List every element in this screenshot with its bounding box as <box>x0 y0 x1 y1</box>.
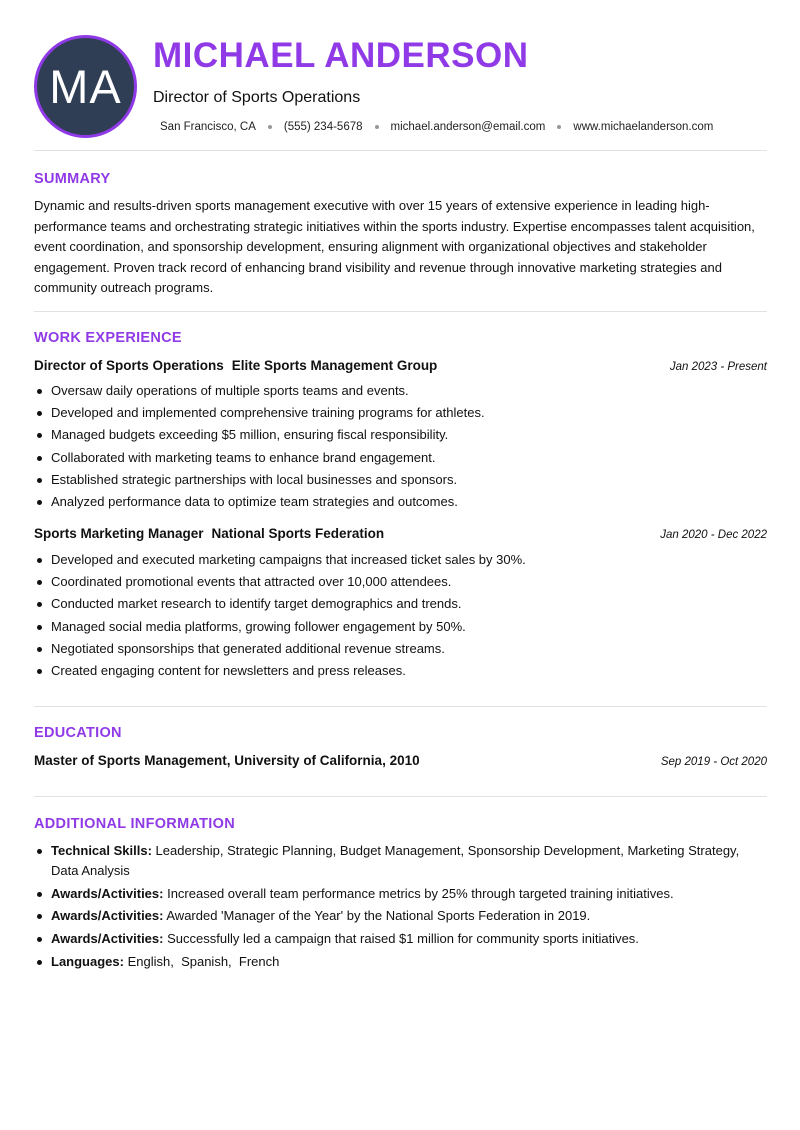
list-item <box>34 929 767 949</box>
list-item: Conducted market research to identify target demographics and trends. <box>34 593 767 615</box>
candidate-role: Director of Sports Operations <box>153 89 361 106</box>
additional-info-list <box>34 841 767 974</box>
list-item: Developed and executed marketing campaigns that increased ticket sales by 30%. <box>34 549 767 571</box>
info-text: Awarded 'Manager of the Year' by the National Sports Federation in 2019. <box>166 908 591 923</box>
job-dates: Jan 2020 - Dec 2022 <box>660 529 767 541</box>
info-label: Awards/Activities: <box>51 908 164 923</box>
work-experience-heading: WORK EXPERIENCE <box>34 330 182 346</box>
list-item: Managed social media platforms, growing follower engagement by 50%. <box>34 616 767 638</box>
summary-heading: SUMMARY <box>34 171 111 187</box>
education-dates: Sep 2019 - Oct 2020 <box>660 756 767 768</box>
list-item: Oversaw daily operations of multiple sports teams and events. <box>34 380 767 402</box>
list-item: Developed and implemented comprehensive training programs for athletes. <box>34 402 767 424</box>
avatar-initials: MA <box>49 60 122 113</box>
list-item <box>34 952 767 972</box>
job-company: Elite Sports Management Group <box>231 358 438 373</box>
list-item: Managed budgets exceeding $5 million, ensuring fiscal responsibility. <box>34 424 767 446</box>
info-label: Languages: <box>51 953 124 969</box>
job-position: Sports Marketing Manager <box>34 526 204 541</box>
info-text: English, Spanish, French <box>127 953 280 969</box>
divider <box>34 706 767 707</box>
job-dates: Jan 2023 - Present <box>669 361 767 373</box>
info-label: Technical Skills: <box>51 843 152 858</box>
job-header <box>34 358 767 373</box>
info-text: Increased overall team performance metrics by 25% through targeted training initiatives. <box>167 885 674 901</box>
separator-dot-icon <box>557 125 561 129</box>
divider <box>34 796 767 797</box>
candidate-name: MICHAEL ANDERSON <box>153 36 529 75</box>
contact-email[interactable]: michael.anderson@email.com <box>390 121 546 133</box>
info-label: Awards/Activities: <box>51 930 164 946</box>
contact-phone: (555) 234-5678 <box>283 121 363 133</box>
list-item: Coordinated promotional events that attracted over 10,000 attendees. <box>34 571 767 593</box>
contact-location: San Francisco, CA <box>160 121 256 133</box>
info-label: Awards/Activities: <box>51 885 164 901</box>
education-entry <box>34 753 767 768</box>
job-bullet-list <box>34 549 767 682</box>
education-degree: Master of Sports Management, University of California, 2010 <box>34 753 420 768</box>
list-item <box>34 884 767 904</box>
contact-website[interactable]: www.michaelanderson.com <box>573 121 714 133</box>
list-item: Negotiated sponsorships that generated additional revenue streams. <box>34 638 767 660</box>
divider <box>34 311 767 312</box>
separator-dot-icon <box>268 125 272 129</box>
job-position: Director of Sports Operations <box>34 358 224 373</box>
education-heading: EDUCATION <box>34 725 122 741</box>
list-item <box>34 841 767 881</box>
list-item <box>34 906 767 926</box>
additional-info-heading: ADDITIONAL INFORMATION <box>34 816 235 832</box>
job-bullet-list <box>34 380 767 513</box>
list-item: Collaborated with marketing teams to enhance brand engagement. <box>34 447 767 469</box>
info-text: Leadership, Strategic Planning, Budget Management, Sponsorship Development, Marketing Strategy, Data Analysis <box>51 843 740 878</box>
job-title-line <box>34 358 437 373</box>
job-title-line <box>34 526 384 541</box>
list-item: Analyzed performance data to optimize team strategies and outcomes. <box>34 491 767 513</box>
job-header <box>34 526 767 541</box>
contact-line <box>160 121 713 133</box>
list-item: Created engaging content for newsletters and press releases. <box>34 660 767 682</box>
separator-dot-icon <box>375 125 379 129</box>
job-company: National Sports Federation <box>211 526 385 541</box>
divider <box>34 150 767 151</box>
list-item: Established strategic partnerships with local businesses and sponsors. <box>34 469 767 491</box>
info-text: Successfully led a campaign that raised $1 million for community sports initiatives. <box>167 930 639 946</box>
avatar <box>34 35 137 138</box>
summary-text: Dynamic and results-driven sports management executive with over 15 years of extensive experience in leading high-performance teams and orchestrating strategic initiatives within the sports industry. Expertise encompasses talent acquisition, event coordination, and sponsorship development, ensuring alignment with organizational objectives and stakeholder engagement. Proven track record of enhancing brand visibility and revenue through innovative marketing strategies and community outreach programs. <box>34 198 755 295</box>
